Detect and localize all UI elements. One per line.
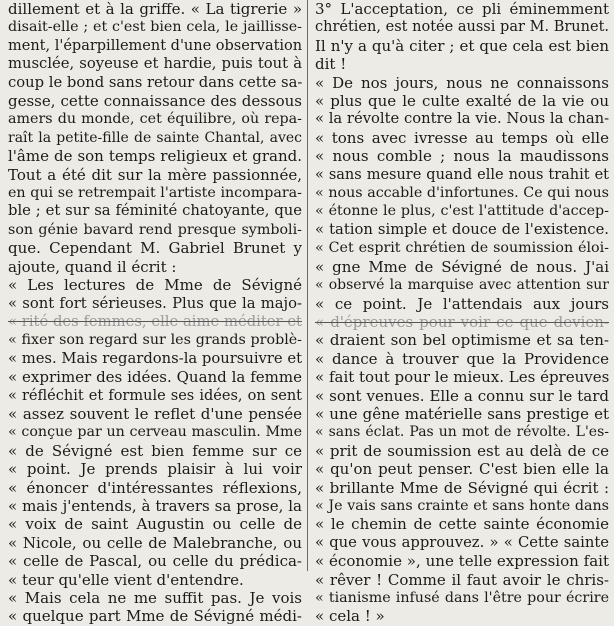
text-line: l'âme de son temps religieux et grand. <box>8 147 302 166</box>
text-line: musclée, soyeuse et hardie, puis tout à <box>8 55 302 73</box>
text-line: ble ; et sur sa féminité chatoyante, que <box>8 202 302 220</box>
text-line: dillement et à la griffe. « La tigrerie » <box>8 0 302 18</box>
text-line: « conçue par un cerveau masculin. Mme <box>8 424 302 441</box>
text-line: « mes. Mais regardons-la poursuivre et <box>8 349 302 367</box>
text-line: Il n'y a qu'à citer ; et que cela est bien <box>315 36 609 55</box>
text-line: « ce point. Je l'attendais aux jours <box>315 294 609 313</box>
text-line: 3° L'acceptation, ce pli éminemment <box>315 0 609 18</box>
text-line: « quelque part Mme de Sévigné médi- <box>8 607 302 626</box>
text-line: « fixer son regard sur les grands problè- <box>8 332 302 349</box>
text-line: « sont fort sérieuses. Plus que la majo- <box>8 294 302 312</box>
text-line: « tianisme infusé dans l'être pour écrire <box>315 590 609 606</box>
text-line: « réfléchit et formule ses idées, on sent <box>8 387 302 404</box>
text-line: « la révolte contre la vie. Nous la chan- <box>315 110 609 128</box>
text-line: « Mais cela ne me suffit pas. Je vois <box>8 589 302 607</box>
text-line: « celle de Pascal, ou celle du prédica- <box>8 552 302 571</box>
text-line: « économie », une telle expression fait <box>315 552 609 571</box>
text-line: « teur qu'elle vient d'entendre. <box>8 570 244 589</box>
text-line: « cela ! » <box>315 607 385 626</box>
text-line: « rêver ! Comme il faut avoir le chris- <box>315 570 609 589</box>
text-line: « exprimer des idées. Quand la femme <box>8 368 302 387</box>
text-line: « voix de saint Augustin ou celle de <box>8 515 302 534</box>
right-column <box>315 0 609 626</box>
text-line: « nous comble ; nous la maudissons <box>315 147 609 166</box>
text-line: ment, l'éparpillement d'une observation <box>8 37 302 54</box>
text-line: que. Cependant M. Gabriel Brunet y <box>8 239 302 258</box>
text-line: « Les lectures de Mme de Sévigné <box>8 276 302 295</box>
text-line: « Je vais sans crainte et sans honte dans <box>315 497 609 514</box>
text-line: « brillante Mme de Sévigné qui écrit : <box>315 478 609 497</box>
text-line: « Nicole, ou celle de Malebranche, ou <box>8 533 302 552</box>
text-line: « nous accable d'infortunes. Ce qui nous <box>315 185 609 202</box>
text-line: « que vous approuvez. » « Cette sainte <box>315 533 609 551</box>
text-line: « observé la marquise avec attention sur <box>315 277 609 294</box>
text-line: « plus que le culte exalté de la vie ou <box>315 92 609 111</box>
text-line: « sans éclat. Pas un mot de révolte. L'es- <box>315 424 609 441</box>
left-column <box>8 0 302 626</box>
text-line: « mais j'entends, à travers sa prose, la <box>8 496 302 515</box>
text-line: gesse, cette connaissance des dessous <box>8 92 302 111</box>
text-line: « sans mesure quand elle nous trahit et <box>315 166 609 183</box>
text-line: « qu'on peut penser. C'est bien elle la <box>315 460 609 479</box>
text-line: amers du monde, cet équilibre, où repa- <box>8 111 302 128</box>
text-line: « fait tout pour le mieux. Les épreuves <box>315 368 609 387</box>
text-line: « étonne le plus, c'est l'attitude d'accep- <box>315 203 609 220</box>
text-line: « assez souvent le reflet d'une pensée <box>8 404 302 423</box>
text-line: « point. Je prends plaisir à lui voir <box>8 460 302 479</box>
text-line: « tons avec ivresse au temps où elle <box>315 128 609 147</box>
column-divider <box>307 0 308 571</box>
text-line: « rité des femmes, elle aime méditer et <box>8 312 302 330</box>
text-line: « une gêne matérielle sans prestige et <box>315 404 609 423</box>
text-line: « de Sévigné est bien femme sur ce <box>8 441 302 460</box>
text-line: coup le bond sans retour dans cette sa- <box>8 73 302 91</box>
text-line: Tout a été dit sur la mère passionnée, <box>8 165 302 184</box>
text-line: « gne Mme de Sévigné de nous. J'ai <box>315 257 609 276</box>
text-line: « prit de soumission est au delà de ce <box>315 441 609 460</box>
text-line: raît la petite-fille de sainte Chantal, avec <box>8 129 302 146</box>
text-line: en qui se retrempait l'artiste incompara- <box>8 185 302 202</box>
text-line: « énoncer d'intéressantes réflexions, <box>8 478 302 497</box>
text-line: « De nos jours, nous ne connaissons <box>315 73 609 92</box>
text-line: « draient son bel optimisme et sa ten- <box>315 331 609 350</box>
text-line: « d'épreuves pour voir ce que devien- <box>315 312 609 331</box>
text-line: son génie bavard rend presque symboli- <box>8 221 302 238</box>
text-line: « le chemin de cette sainte économie <box>315 515 609 534</box>
text-line: « tation simple et douce de l'existence. <box>315 220 609 238</box>
text-line: « dance à trouver que la Providence <box>315 349 609 368</box>
text-line: disait-elle ; et c'est bien cela, le jaillisse- <box>8 19 302 36</box>
text-line: chrétien, est notée aussi par M. Brunet. <box>315 19 609 36</box>
text-line: dit ! <box>315 55 347 74</box>
text-line: « sont venues. Elle a connu sur le tard <box>315 386 609 405</box>
text-line: « Cet esprit chrétien de soumission éloi- <box>315 240 609 257</box>
text-line: ajoute, quand il écrit : <box>8 257 177 276</box>
